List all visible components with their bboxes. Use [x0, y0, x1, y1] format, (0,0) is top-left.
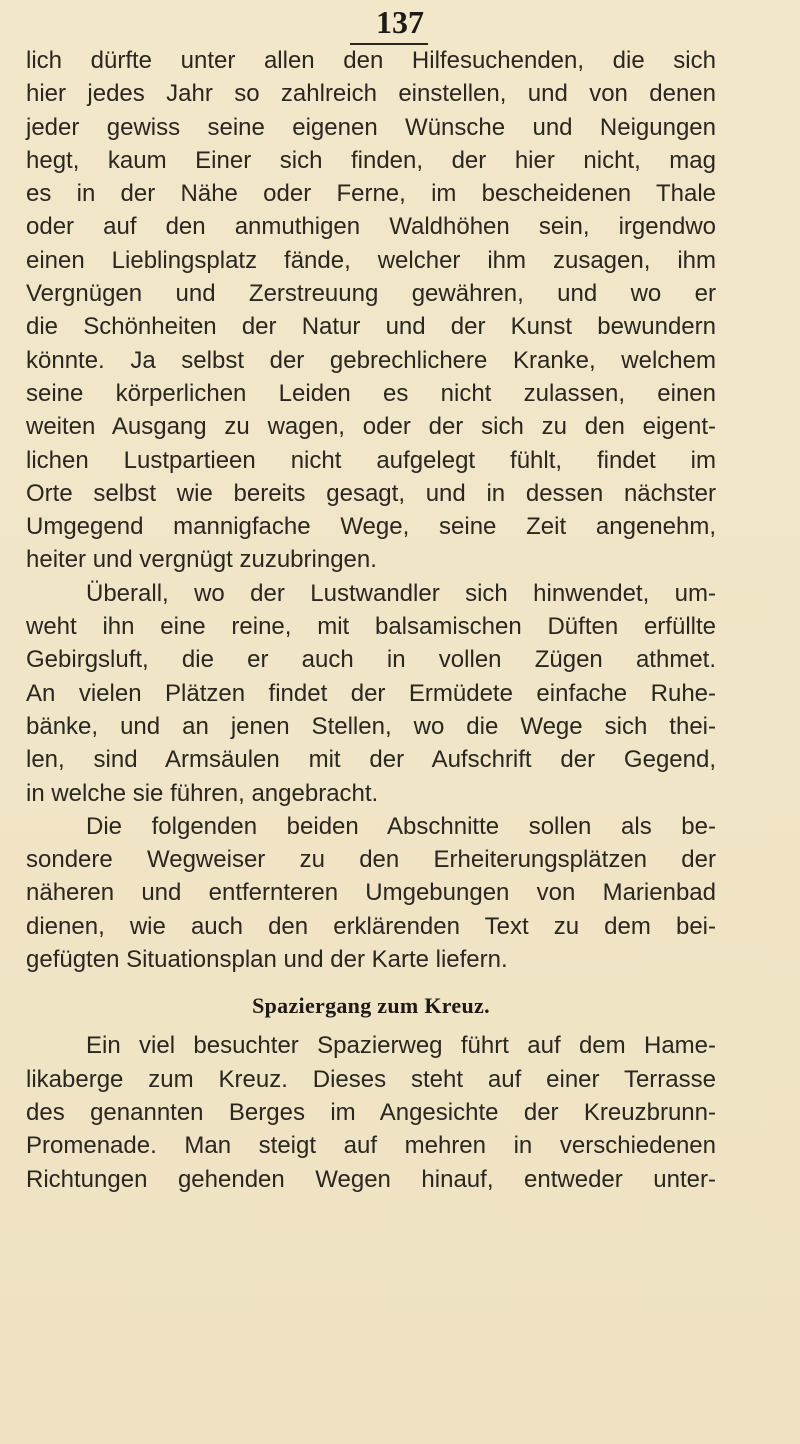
text-line: Umgegend mannigfache Wege, seine Zeit angenehm,	[26, 513, 716, 541]
text-line: lich dürfte unter allen den Hilfesuchenden, die sich	[26, 47, 716, 74]
text-line: lichen Lustpartieen nicht aufgelegt fühlt, findet im	[26, 446, 716, 474]
text-line: könnte. Ja selbst der gebrechlichere Kranke, welchem	[26, 346, 716, 374]
text-line: des genannten Berges im Angesichte der Kreuzbrunn-	[26, 1098, 716, 1126]
text-line: in welche sie führen, angebracht.	[26, 779, 379, 807]
text-line: likaberge zum Kreuz. Dieses steht auf einer Terrasse	[26, 1065, 716, 1093]
text-line: jeder gewiss seine eigenen Wünsche und Neigungen	[26, 113, 716, 141]
text-line: einen Lieblingsplatz fände, welcher ihm zusagen, ihm	[26, 246, 716, 274]
text-line: Vergnügen und Zerstreuung gewähren, und wo er	[26, 280, 716, 308]
paragraph-start-line: Überall, wo der Lustwandler sich hinwendet, um-	[86, 579, 716, 607]
text-line: die Schönheiten der Natur und der Kunst bewundern	[26, 313, 716, 341]
text-line: sondere Wegweiser zu den Erheiterungsplätzen der	[26, 846, 716, 874]
text-line: oder auf den anmuthigen Waldhöhen sein, irgendwo	[26, 213, 716, 241]
text-line: heiter und vergnügt zuzubringen.	[26, 546, 377, 574]
text-line: es in der Nähe oder Ferne, im bescheidenen Thale	[26, 180, 716, 208]
paragraph-start-line: Die folgenden beiden Abschnitte sollen als be-	[86, 812, 716, 840]
text-line: dienen, wie auch den erklärenden Text zu dem bei-	[26, 912, 716, 940]
text-line: weht ihn eine reine, mit balsamischen Düften erfüllte	[26, 613, 716, 641]
text-line: An vielen Plätzen findet der Ermüdete einfache Ruhe-	[26, 679, 716, 707]
text-line: Richtungen gehenden Wegen hinauf, entweder unter-	[26, 1165, 716, 1193]
text-line: hier jedes Jahr so zahlreich einstellen, und von denen	[26, 80, 716, 108]
text-line: len, sind Armsäulen mit der Aufschrift der Gegend,	[26, 746, 716, 774]
page-number: 137	[376, 4, 424, 40]
paragraph-start-line: Ein viel besuchter Spazierweg führt auf dem Hame-	[86, 1032, 716, 1060]
body-text	[26, 44, 716, 1196]
text-line: Gebirgsluft, die er auch in vollen Zügen athmet.	[26, 646, 716, 674]
text-line: Orte selbst wie bereits gesagt, und in dessen nächster	[26, 479, 716, 507]
text-line: näheren und entfernteren Umgebungen von Marienbad	[26, 879, 716, 907]
text-line: bänke, und an jenen Stellen, wo die Wege sich thei-	[26, 712, 716, 740]
text-line: hegt, kaum Einer sich finden, der hier nicht, mag	[26, 146, 716, 174]
text-line: Promenade. Man steigt auf mehren in verschiedenen	[26, 1132, 716, 1160]
text-line: weiten Ausgang zu wagen, oder der sich zu den eigent-	[26, 413, 716, 441]
text-line: seine körperlichen Leiden es nicht zulassen, einen	[26, 379, 716, 407]
text-line: gefügten Situationsplan und der Karte liefern.	[26, 946, 508, 974]
section-heading: Spaziergang zum Kreuz.	[252, 993, 490, 1019]
